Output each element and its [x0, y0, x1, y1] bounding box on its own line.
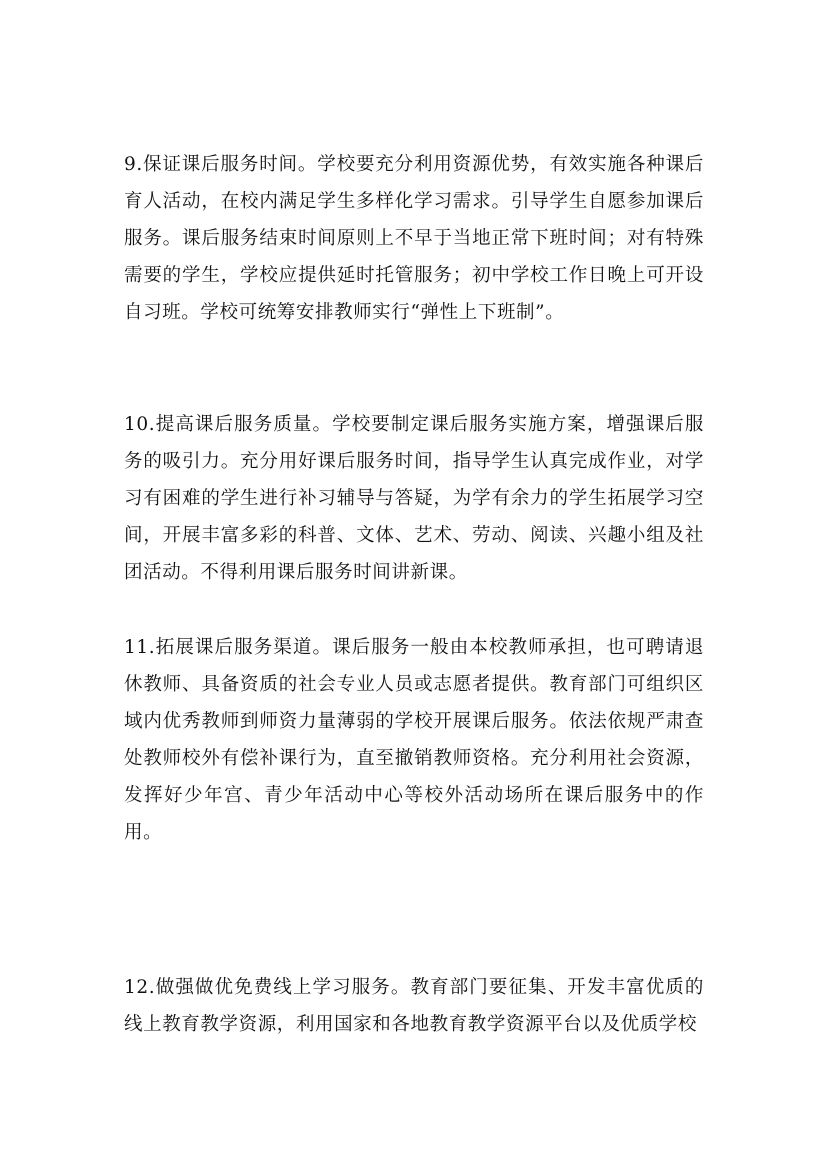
paragraph-9-after-school-service-time: 9.保证课后服务时间。学校要充分利用资源优势，有效实施各种课后育人活动，在校内满足学生多样化学习需求。引导学生自愿参加课后服务。课后服务结束时间原则上不早于当地正常下班时间；对有特殊需要的学生，学校应提供延时托管服务；初中学校工作日晚上可开设自习班。学校可统筹安排教师实行“弹性上下班制”。	[124, 154, 704, 323]
paragraph-11-after-school-service-channels: 11.拓展课后服务渠道。课后服务一般由本校教师承担，也可聘请退休教师、具备资质的社会专业人员或志愿者提供。教育部门可组织区域内优秀教师到师资力量薄弱的学校开展课后服务。依法依规严肃查处教师校外有偿补课行为，直至撤销教师资格。充分利用社会资源，发挥好少年宫、青少年活动中心等校外活动场所在课后服务中的作用。	[124, 637, 704, 843]
paragraph-12-online-learning-service: 12.做强做优免费线上学习服务。教育部门要征集、开发丰富优质的线上教育教学资源，利用国家和各地教育教学资源平台以及优质学校	[124, 977, 704, 1035]
paragraph-10-after-school-service-quality: 10.提高课后服务质量。学校要制定课后服务实施方案，增强课后服务的吸引力。充分用好课后服务时间，指导学生认真完成作业，对学习有困难的学生进行补习辅导与答疑，为学有余力的学生拓展学习空间，开展丰富多彩的科普、文体、艺术、劳动、阅读、兴趣小组及社团活动。不得利用课后服务时间讲新课。	[124, 414, 704, 583]
